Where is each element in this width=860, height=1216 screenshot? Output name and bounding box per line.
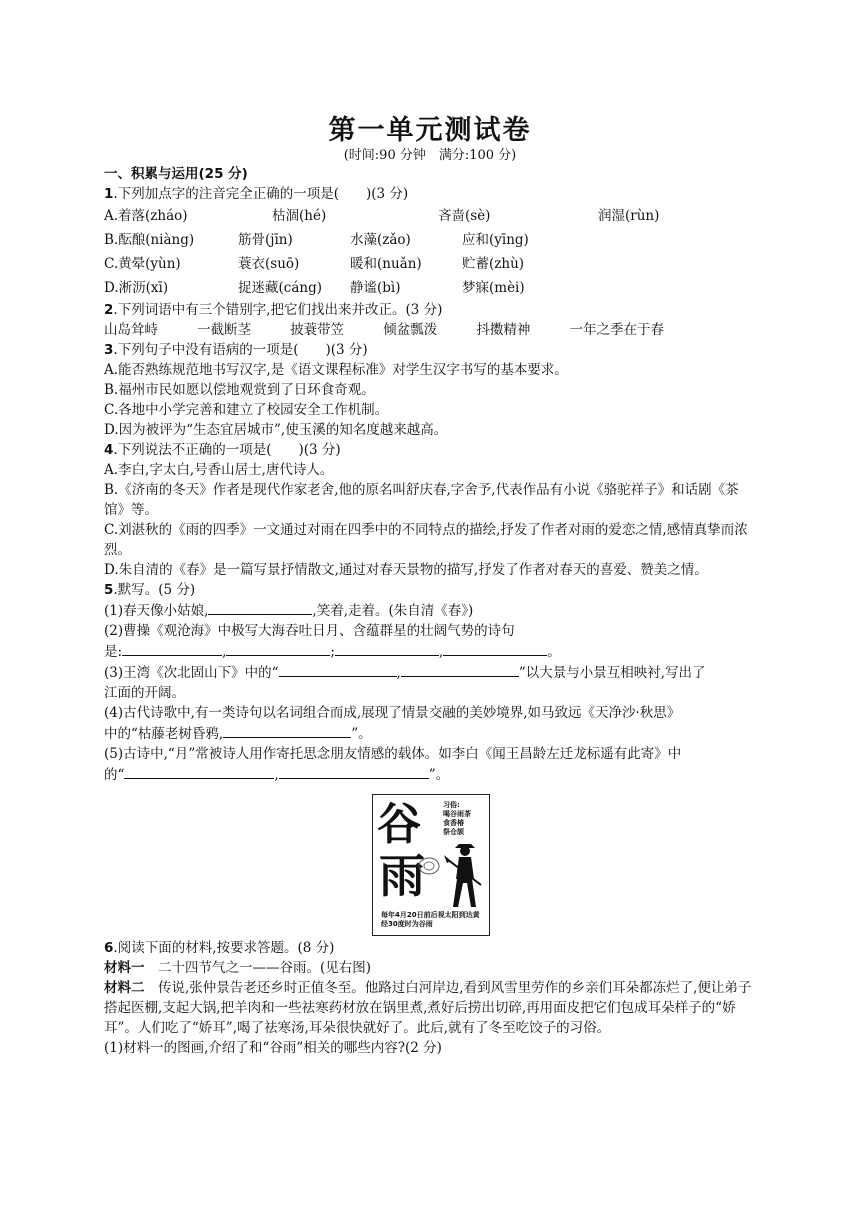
material-1	[104, 958, 754, 978]
content	[104, 164, 754, 785]
answer-blank[interactable]	[208, 600, 312, 615]
question-3	[104, 340, 754, 360]
question-stem: .下列词语中有三个错别字,把它们找出来并改正。(3 分)	[113, 302, 443, 318]
word-item: 山岛耸峙	[104, 322, 158, 338]
answer-blank[interactable]	[401, 662, 519, 677]
answer-blank[interactable]	[122, 641, 222, 656]
customs-title: 习俗:	[443, 801, 460, 809]
text: 。	[547, 644, 561, 660]
option-cell: 贮蓄(zhù)	[462, 256, 525, 272]
poster-customs	[443, 801, 487, 837]
word-item: 倾盆瓢泼	[383, 322, 438, 338]
option-cell: 捉迷藏(cáng)	[238, 280, 322, 296]
option-cell: A.着落(zháo)	[104, 208, 188, 224]
question-number: 5	[104, 582, 114, 598]
word-item: 一截断茎	[197, 322, 252, 338]
question-number: 2	[104, 302, 114, 318]
q3-option-c: C.各地中小学完善和建立了校园安全工作机制。	[104, 402, 389, 418]
farmer-silhouette-icon	[441, 839, 485, 911]
answer-blank[interactable]	[279, 662, 397, 677]
q5-item-4: (4)古代诗歌中,有一类诗句以名词组合而成,展现了情景交融的美妙境界,如马致远《天净沙·秋思》	[104, 705, 681, 721]
q5-item-2-intro: (2)曹操《观沧海》中极写大海吞吐日月、含蕴群星的壮阔气势的诗句	[104, 623, 515, 639]
text: ”。	[428, 767, 450, 783]
material-label: 材料二	[104, 980, 145, 996]
q5-item-4-cont	[104, 723, 754, 744]
material-text: 传说,张仲景告老还乡时正值冬至。他路过白河岸边,看到风雪里劳作的乡亲们耳朵都冻烂了,便让弟子搭起医棚,支起大锅,把羊肉和一些祛寒药材放在锅里煮,煮好后捞出切碎,再用面皮把它们包成耳朵样子的“娇耳”。人们吃了“娇耳”,喝了祛寒汤,耳朵很快就好了。此后,就有了冬至吃饺子的习俗。	[104, 980, 752, 1036]
q5-item-2: 是: , ; , 。	[104, 641, 754, 662]
option-cell: 暖和(nuǎn)	[350, 256, 422, 272]
q5-item-3-cont: 江面的开阔。	[104, 685, 185, 701]
q4-option-d: D.朱自清的《春》是一篇写景抒情散文,通过对春天景物的描写,抒发了作者对春天的喜爱、赞美之情。	[104, 562, 708, 578]
word-item: 披蓑带笠	[290, 322, 345, 338]
answer-blank[interactable]	[335, 641, 439, 656]
answer-blank[interactable]	[226, 641, 330, 656]
question-stem: .默写。(5 分)	[113, 582, 196, 598]
option-cell: 筋骨(jīn)	[238, 232, 293, 248]
rain-swirl-icon	[417, 855, 441, 877]
text: 中的“枯藤老树昏鸦,	[104, 726, 224, 742]
answer-blank[interactable]	[279, 764, 429, 779]
option-cell: D.淅沥(xī)	[104, 280, 169, 296]
custom-item: 喝谷雨茶	[443, 810, 471, 818]
q4-option-b: B.《济南的冬天》作者是现代作家老舍,他的原名叫舒庆春,字舍予,代表作品有小说《骆驼祥子》和话剧《茶馆》等。	[104, 482, 739, 518]
option-cell: 润湿(rùn)	[598, 208, 660, 224]
answer-blank[interactable]	[124, 764, 274, 779]
text: (1)春天像小姑娘,	[104, 603, 209, 619]
option-cell: 应和(yīng)	[462, 232, 529, 248]
answer-blank[interactable]	[223, 723, 351, 738]
custom-item: 食香椿	[443, 819, 464, 827]
text: 的“	[104, 767, 125, 783]
option-cell: 水藻(zǎo)	[350, 232, 411, 248]
text: ”以大景与小景互相映衬,写出了	[518, 665, 706, 681]
question-2	[104, 300, 754, 320]
text: 是:	[104, 644, 123, 660]
option-cell: 吝啬(sè)	[438, 208, 491, 224]
question-stem: .下列句子中没有语病的一项是( )(3 分)	[113, 342, 368, 358]
question-stem: .下列加点字的注音完全正确的一项是( )(3 分)	[113, 186, 409, 202]
question-number: 1	[104, 186, 114, 202]
section-heading: 一、积累与运用(25 分)	[104, 166, 248, 182]
q5-item-5: (5)古诗中,“月”常被诗人用作寄托思念朋友情感的载体。如李白《闻王昌龄左迁龙标遥有此寄》中	[104, 746, 682, 762]
page-subtitle: (时间:90 分钟 满分:100 分)	[343, 148, 517, 163]
material-label: 材料一	[104, 960, 145, 976]
word-item: 一年之季在于春	[569, 322, 664, 338]
q4-option-c: C.刘湛秋的《雨的四季》一文通过对雨在四季中的不同特点的描绘,抒发了作者对雨的爱恋之情,感情真挚而浓烈。	[104, 522, 748, 558]
q3-option-b: B.福州市民如愿以偿地观赏到了日环食奇观。	[104, 382, 375, 398]
question-1	[104, 184, 754, 204]
text: ,笑着,走着。(朱自清《春》)	[312, 603, 474, 619]
q5-item-5-cont: 的“ , ”。	[104, 764, 754, 785]
question-6	[104, 938, 754, 958]
option-cell: 枯涸(hé)	[272, 208, 327, 224]
question-5	[104, 580, 754, 600]
poster-char-gu: 谷	[377, 799, 421, 850]
text: ”。	[351, 726, 372, 742]
option-cell: 梦寐(mèi)	[462, 280, 525, 296]
option-cell: B.酝酿(niàng)	[104, 232, 195, 248]
option-cell: C.黄晕(yùn)	[104, 256, 181, 272]
q1-option-c	[104, 252, 754, 276]
custom-item: 祭仓颉	[443, 828, 464, 836]
option-cell: 蓑衣(suō)	[238, 256, 300, 272]
question-stem: .阅读下面的材料,按要求答题。(8 分)	[113, 940, 335, 956]
material-2	[104, 978, 754, 1038]
question-stem: .下列说法不正确的一项是( )(3 分)	[113, 442, 341, 458]
answer-blank[interactable]	[443, 641, 547, 656]
material-text: 二十四节气之一——谷雨。(见右图)	[144, 960, 372, 976]
q1-option-d	[104, 276, 754, 300]
question-number: 3	[104, 342, 114, 358]
word-item: 抖擞精神	[476, 322, 531, 338]
poster-char-yu: 雨	[379, 849, 425, 903]
q5-item-1	[104, 600, 754, 621]
option-cell: 静谧(bì)	[350, 280, 401, 296]
text: (3)王湾《次北固山下》中的“	[104, 665, 279, 681]
q4-option-a: A.李白,字太白,号香山居士,唐代诗人。	[104, 462, 334, 478]
poster-caption: 每年4月20日前后视太阳到达黄经30度时为谷雨	[381, 911, 480, 928]
question-6-block	[104, 938, 754, 1058]
q1-option-a	[104, 204, 754, 228]
q3-option-a: A.能否熟练规范地书写汉字,是《语文课程标准》对学生汉字书写的基本要求。	[104, 362, 568, 378]
q5-item-3: (3)王湾《次北固山下》中的“ , ”以大景与小景互相映衬,写出了	[104, 662, 754, 683]
q6-subquestion-1: (1)材料一的图画,介绍了和“谷雨”相关的哪些内容?(2 分)	[104, 1040, 442, 1056]
page-title: 第一单元测试卷	[328, 115, 532, 146]
q1-option-b	[104, 228, 754, 252]
guyu-poster-image	[372, 794, 490, 936]
question-number: 4	[104, 442, 114, 458]
q3-option-d: D.因为被评为“生态宜居城市”,使玉溪的知名度越来越高。	[104, 422, 448, 438]
q2-word-list	[104, 320, 664, 340]
question-4	[104, 440, 754, 460]
question-number: 6	[104, 940, 114, 956]
